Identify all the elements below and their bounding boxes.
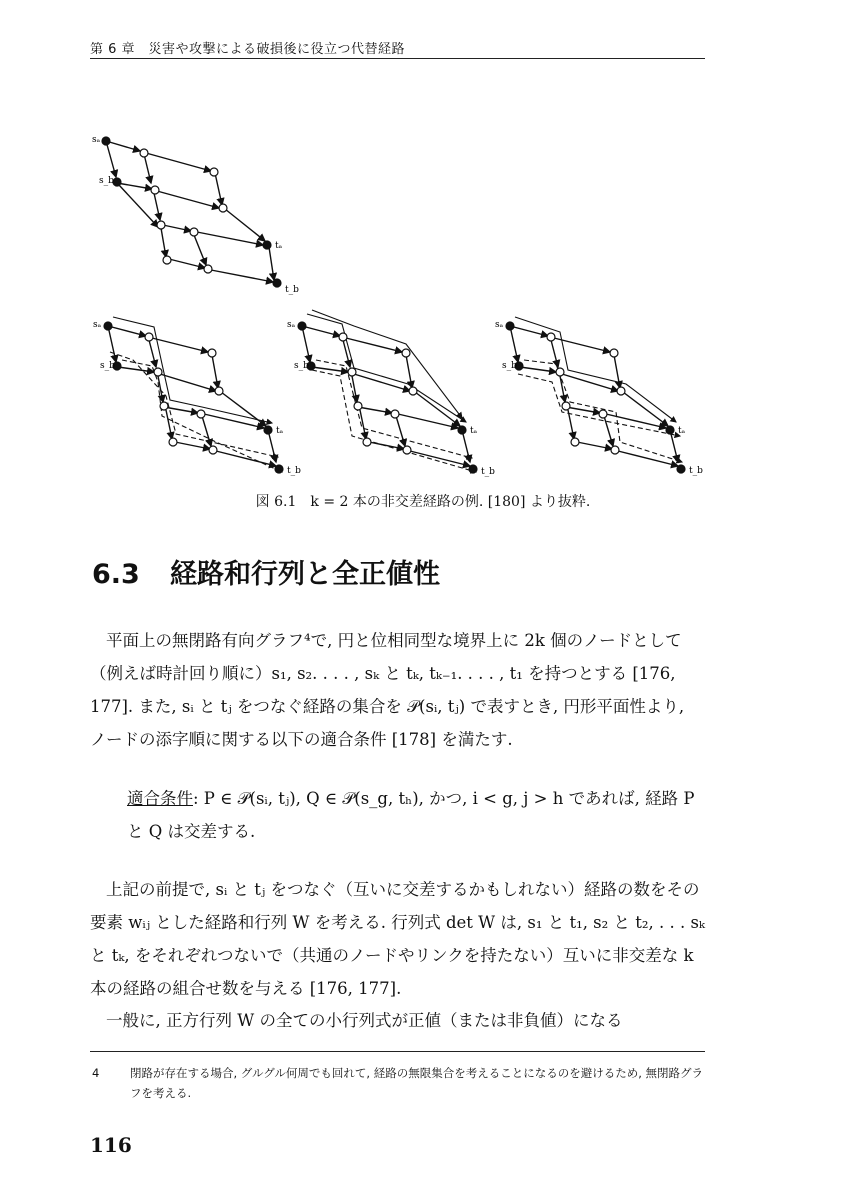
node-label-tb: t_b xyxy=(287,466,301,476)
node-label-tb: t_b xyxy=(689,466,703,476)
running-head: 第 6 章 災害や攻撃による破損後に役立つ代替経路 xyxy=(90,42,406,57)
node-label-sa: sₐ xyxy=(495,320,504,330)
node-label-sb: s_b xyxy=(100,361,115,371)
header-rule xyxy=(90,58,705,59)
node-label-ta: tₐ xyxy=(276,426,284,436)
condition-label: 適合条件 xyxy=(127,789,193,808)
paragraph-1: 平面上の無閉路有向グラフ⁴で, 円と位相同型な境界上に 2k 個のノードとして（例えば時計回り順に）s₁, s₂. . . . , sₖ と tₖ, tₖ₋₁. . . . , t₁ を持つとする [176, 177]. また, sᵢ と tⱼ をつなぐ経路の集合を 𝒫(sᵢ, tⱼ) で表すとき, 円形平面性より, ノードの添字順に関する以下の適合条件 [178] を満たす. xyxy=(90,631,685,749)
footnote-rule xyxy=(90,1051,705,1052)
node-label-sa: sₐ xyxy=(93,320,102,330)
footnote-mark: 4 xyxy=(92,1066,100,1080)
condition-block xyxy=(127,782,705,848)
node-label-sb: s_b xyxy=(294,361,309,371)
figure-caption: 図 6.1 k = 2 本の非交差経路の例. [180] より抜粋. xyxy=(255,494,591,510)
graph-figure-example-1 xyxy=(88,312,301,482)
section-number: 6.3 xyxy=(92,559,140,590)
footnote-text: 閉路が存在する場合, グルグル何周でも回れて, 経路の無限集合を考えることになるのを避けるため, 無閉路グラフを考える. xyxy=(130,1066,704,1100)
graph-figure-example-3 xyxy=(490,312,705,482)
node-label-tb: t_b xyxy=(285,285,299,295)
node-label-sa: sₐ xyxy=(287,320,296,330)
section-title: 経路和行列と全正値性 xyxy=(170,559,440,590)
graph-figure-top xyxy=(88,125,308,300)
node-label-tb: t_b xyxy=(481,467,495,477)
footnote xyxy=(90,1063,705,1103)
node-label-sb: s_b xyxy=(502,361,517,371)
node-label-ta: tₐ xyxy=(275,241,283,251)
paragraph-3: 一般に, 正方行列 W の全ての小行列式が正値（または非負値）になる xyxy=(106,1011,623,1030)
page-number: 116 xyxy=(90,1133,132,1157)
node-label-sb: s_b xyxy=(99,176,114,186)
condition-text: : P ∈ 𝒫(sᵢ, tⱼ), Q ∈ 𝒫(s_g, tₕ), かつ, i < g, j > h であれば, 経路 P と Q は交差する. xyxy=(127,789,695,841)
node-label-sa: sₐ xyxy=(92,135,101,145)
paragraph-2: 上記の前提で, sᵢ と tⱼ をつなぐ（互いに交差するかもしれない）経路の数をその要素 wᵢⱼ とした経路和行列 W を考える. 行列式 det W は, s₁ と t₁, s₂ と t₂, . . . sₖ と tₖ, をそれぞれつないで（共通のノードやリンクを持たない）互いに非交差な k 本の経路の組合せ数を与える [176, 177]. xyxy=(90,880,705,998)
graph-figure-example-2 xyxy=(282,308,495,480)
node-label-ta: tₐ xyxy=(678,426,686,436)
node-label-ta: tₐ xyxy=(470,426,478,436)
section-heading xyxy=(92,552,440,591)
